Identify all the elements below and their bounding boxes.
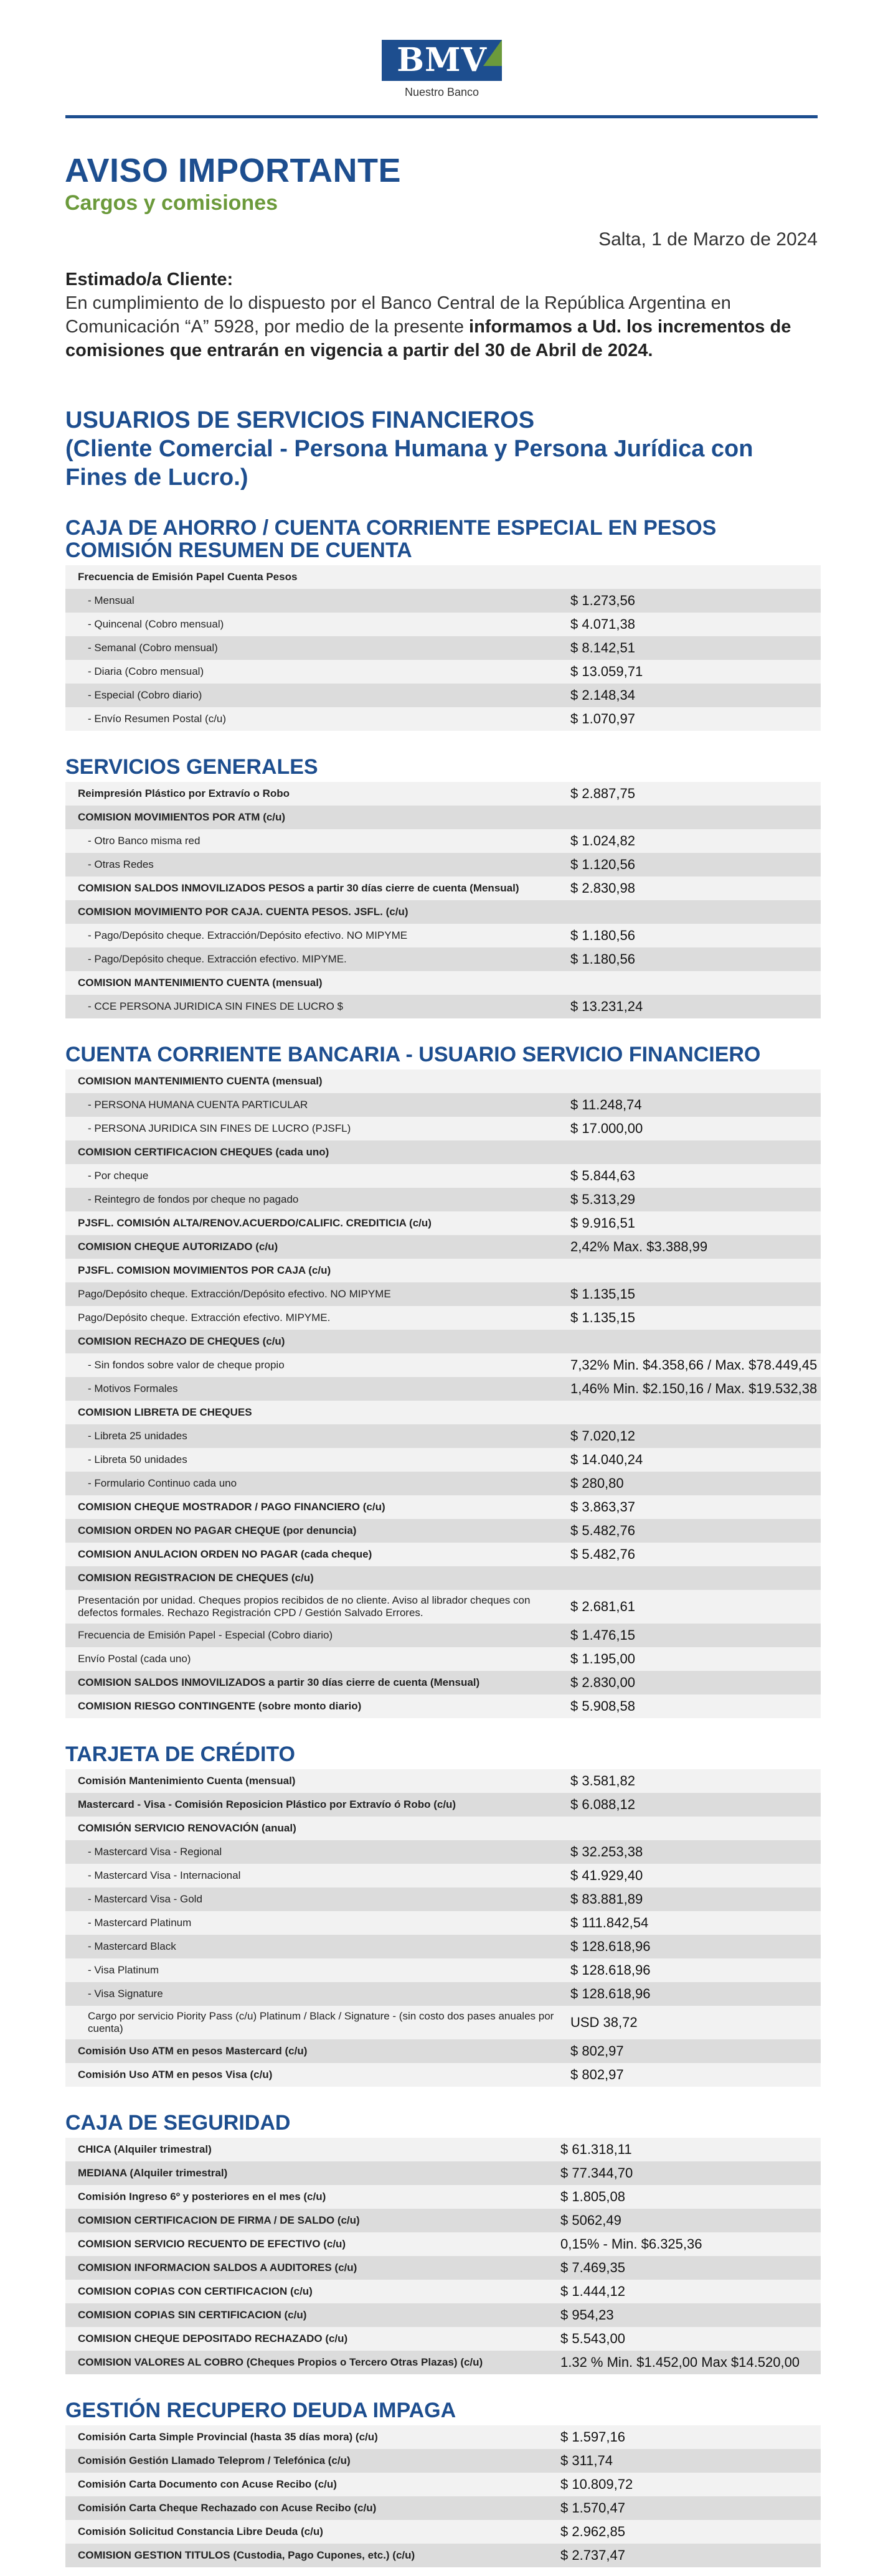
section-title	[65, 756, 818, 778]
fee-label: - Sin fondos sobre valor de cheque propio	[88, 1359, 285, 1371]
fee-value: $ 1.476,15	[570, 1627, 635, 1643]
fee-value: $ 6.088,12	[570, 1797, 635, 1812]
table-row	[65, 2063, 821, 2087]
fee-label: PJSFL. COMISION MOVIMIENTOS POR CAJA (c/u)	[78, 1264, 331, 1276]
section-title	[65, 1743, 818, 1765]
fee-value: $ 1.024,82	[570, 833, 635, 848]
fee-sections	[0, 517, 883, 2567]
table-row	[65, 1769, 821, 1793]
fee-value: $ 2.681,61	[570, 1599, 635, 1614]
table-row	[65, 877, 821, 900]
fee-label: COMISION CERTIFICACION DE FIRMA / DE SALDO (c/u)	[78, 2214, 360, 2226]
fee-label: Comisión Carta Cheque Rechazado con Acuse Recibo (c/u)	[78, 2502, 377, 2514]
fee-label: - Libreta 50 unidades	[88, 1454, 187, 1465]
table-row	[65, 1624, 821, 1647]
table-row	[65, 853, 821, 877]
table-row	[65, 2232, 821, 2256]
fee-label: - Libreta 25 unidades	[88, 1430, 187, 1442]
intro-text-bold: informamos a Ud. los incrementos de comisiones que entrarán en vigencia a partir del 30 de Abril de 2024.	[65, 317, 791, 360]
fee-value: $ 5.313,29	[570, 1192, 635, 1207]
fee-label: Frecuencia de Emisión Papel Cuenta Pesos	[78, 571, 298, 583]
table-row	[65, 2473, 821, 2496]
fee-label: COMISION SALDOS INMOVILIZADOS PESOS a partir 30 días cierre de cuenta (Mensual)	[78, 882, 519, 894]
fee-value: $ 2.962,85	[560, 2524, 625, 2539]
table-row	[65, 1671, 821, 1695]
table-row	[65, 1472, 821, 1495]
fee-label: Frecuencia de Emisión Papel - Especial (Cobro diario)	[78, 1629, 333, 1641]
fee-label: - PERSONA JURIDICA SIN FINES DE LUCRO (PJSFL)	[88, 1122, 351, 1134]
page-title: AVISO IMPORTANTE	[65, 152, 402, 189]
section-title	[65, 1043, 818, 1066]
header-divider	[65, 115, 818, 118]
table-row	[65, 2496, 821, 2520]
table-row	[65, 1188, 821, 1211]
fee-value: $ 1.805,08	[560, 2189, 625, 2204]
fee-label: COMISION GESTION TITULOS (Custodia, Pago Cupones, etc.) (c/u)	[78, 2549, 415, 2561]
table-row	[65, 782, 821, 806]
fee-label: - PERSONA HUMANA CUENTA PARTICULAR	[88, 1099, 308, 1111]
fee-label: COMISION CERTIFICACION CHEQUES (cada uno)	[78, 1146, 329, 1158]
fee-label: COMISIÓN SERVICIO RENOVACIÓN (anual)	[78, 1822, 296, 1834]
fee-label: - Pago/Depósito cheque. Extracción/Depósito efectivo. NO MIPYME	[88, 929, 408, 941]
fee-value: $ 10.809,72	[560, 2476, 633, 2492]
fee-value: $ 1.444,12	[560, 2283, 625, 2299]
table-row	[65, 1377, 821, 1401]
fee-value: $ 8.142,51	[570, 640, 635, 656]
fee-value: $ 3.581,82	[570, 1773, 635, 1789]
table-row	[65, 1140, 821, 1164]
table-row	[65, 1306, 821, 1330]
fee-value: $ 41.929,40	[570, 1868, 643, 1883]
fee-label: Mastercard - Visa - Comisión Reposicion Plástico por Extravío ó Robo (c/u)	[78, 1798, 456, 1810]
footer-space	[0, 2567, 883, 2574]
fee-label: - Mastercard Visa - Gold	[88, 1893, 202, 1905]
fee-label: - Visa Signature	[88, 1988, 163, 2000]
table-row	[65, 1793, 821, 1817]
table-row	[65, 2303, 821, 2327]
table-row	[65, 1164, 821, 1188]
section-title-line: CUENTA CORRIENTE BANCARIA - USUARIO SERVICIO FINANCIERO	[65, 1043, 761, 1066]
fee-label: COMISION CHEQUE AUTORIZADO (c/u)	[78, 1241, 278, 1253]
fee-value	[570, 1401, 821, 1424]
fee-value: $ 83.881,89	[570, 1891, 643, 1907]
fee-value: $ 802,97	[570, 2067, 624, 2082]
fee-value	[570, 1817, 821, 1840]
fee-label: MEDIANA (Alquiler trimestral)	[78, 2167, 228, 2179]
fee-value	[570, 971, 821, 995]
table-row	[65, 1093, 821, 1117]
fee-label: COMISION MOVIMIENTO POR CAJA. CUENTA PESOS. JSFL. (c/u)	[78, 906, 408, 918]
fee-label: COMISION CHEQUE MOSTRADOR / PAGO FINANCIERO (c/u)	[78, 1501, 385, 1513]
fee-label: COMISION COPIAS SIN CERTIFICACION (c/u)	[78, 2309, 307, 2321]
fee-value: 1,46% Min. $2.150,16 / Max. $19.532,38	[570, 1381, 818, 1396]
section-title-line: SERVICIOS GENERALES	[65, 755, 318, 779]
section-title-line: COMISIÓN RESUMEN DE CUENTA	[65, 538, 412, 562]
table-row	[65, 1259, 821, 1282]
fee-value: $ 7.020,12	[570, 1428, 635, 1444]
table-row	[65, 1235, 821, 1259]
fee-value: $ 61.318,11	[560, 2141, 632, 2157]
fee-value: $ 111.842,54	[570, 1915, 649, 1930]
fee-value: $ 13.231,24	[570, 999, 643, 1014]
table-row	[65, 636, 821, 660]
table-row	[65, 829, 821, 853]
fee-value: $ 1.180,56	[570, 951, 635, 967]
table-row	[65, 2544, 821, 2567]
table-row	[65, 2280, 821, 2303]
fee-value	[570, 1069, 821, 1093]
table-row	[65, 589, 821, 613]
fee-label: COMISION SERVICIO RECUENTO DE EFECTIVO (c/u)	[78, 2238, 346, 2250]
fee-label: - Motivos Formales	[88, 1383, 178, 1394]
fee-value	[570, 1330, 821, 1353]
table-row	[65, 1424, 821, 1448]
fee-label: - Quincenal (Cobro mensual)	[88, 618, 224, 630]
table-row	[65, 995, 821, 1018]
users-heading-line3: Fines de Lucro.)	[65, 464, 248, 491]
page-subtitle: Cargos y comisiones	[65, 191, 278, 215]
fee-value: $ 77.344,70	[560, 2165, 633, 2181]
fee-label: Comisión Carta Documento con Acuse Recibo (c/u)	[78, 2478, 337, 2490]
fee-label: COMISION REGISTRACION DE CHEQUES (c/u)	[78, 1572, 314, 1584]
fee-value: $ 5.482,76	[570, 1546, 635, 1562]
fee-label: - Diaria (Cobro mensual)	[88, 665, 204, 677]
fee-label: Reimpresión Plástico por Extravío o Robo	[78, 787, 290, 799]
table-row	[65, 1958, 821, 1982]
fee-value: USD 38,72	[570, 2014, 638, 2030]
fee-value: $ 1.597,16	[560, 2429, 625, 2445]
fee-label: COMISION ORDEN NO PAGAR CHEQUE (por denuncia)	[78, 1525, 357, 1536]
table-row	[65, 924, 821, 947]
table-row	[65, 1543, 821, 1566]
fee-value	[570, 806, 821, 829]
table-row	[65, 1566, 821, 1590]
fee-value: $ 311,74	[560, 2453, 613, 2468]
table-row	[65, 565, 821, 589]
fee-value: $ 128.618,96	[570, 1939, 651, 1954]
table-row	[65, 1911, 821, 1935]
table-row	[65, 2161, 821, 2185]
fee-label: - Visa Platinum	[88, 1964, 159, 1976]
fee-label: - Reintegro de fondos por cheque no pagado	[88, 1193, 299, 1205]
table-row	[65, 1519, 821, 1543]
fee-label: COMISION LIBRETA DE CHEQUES	[78, 1406, 252, 1418]
fee-label: - CCE PERSONA JURIDICA SIN FINES DE LUCRO $	[88, 1000, 343, 1012]
fee-label: Comisión Solicitud Constancia Libre Deuda (c/u)	[78, 2526, 323, 2537]
fee-value: 7,32% Min. $4.358,66 / Max. $78.449,45	[570, 1357, 818, 1373]
fee-value: $ 5.908,58	[570, 1698, 635, 1714]
table-row	[65, 660, 821, 684]
fee-value: 1.32 % Min. $1.452,00 Max $14.520,00	[560, 2354, 800, 2370]
section-title	[65, 2399, 818, 2422]
table-row	[65, 1448, 821, 1472]
fee-value: $ 1.070,97	[570, 711, 635, 726]
fee-value: $ 2.737,47	[560, 2547, 625, 2563]
section-title-line: TARJETA DE CRÉDITO	[65, 1742, 295, 1766]
table-row	[65, 1590, 821, 1624]
fee-label: COMISION RIESGO CONTINGENTE (sobre monto diario)	[78, 1700, 362, 1712]
table-row	[65, 1935, 821, 1958]
fee-label: - Mastercard Visa - Regional	[88, 1846, 222, 1858]
section-title	[65, 2112, 818, 2134]
fee-label: Comisión Ingreso 6º y posteriores en el mes (c/u)	[78, 2191, 326, 2202]
fee-value: $ 5062,49	[560, 2212, 621, 2228]
fee-value: $ 11.248,74	[570, 1097, 642, 1112]
fee-value: 2,42% Max. $3.388,99	[570, 1239, 708, 1254]
fee-value: $ 9.916,51	[570, 1215, 635, 1231]
table-row	[65, 1353, 821, 1377]
table-row	[65, 2351, 821, 2374]
fee-value	[570, 565, 821, 589]
fee-table	[65, 1769, 821, 2087]
fee-label: Comisión Carta Simple Provincial (hasta 35 días mora) (c/u)	[78, 2431, 378, 2443]
intro-paragraph	[65, 268, 818, 362]
table-row	[65, 2039, 821, 2063]
fee-label: COMISION MOVIMIENTOS POR ATM (c/u)	[78, 811, 286, 823]
fee-value: $ 2.830,00	[570, 1675, 635, 1690]
logo-box	[382, 40, 502, 81]
fee-label: COMISION ANULACION ORDEN NO PAGAR (cada cheque)	[78, 1548, 372, 1560]
section-title-line: CAJA DE SEGURIDAD	[65, 2111, 291, 2135]
fee-value: $ 5.844,63	[570, 1168, 635, 1183]
fee-label: - Envío Resumen Postal (c/u)	[88, 713, 227, 725]
section-title-line: GESTIÓN RECUPERO DEUDA IMPAGA	[65, 2399, 456, 2422]
fee-label: COMISION MANTENIMIENTO CUENTA (mensual)	[78, 977, 323, 989]
table-row	[65, 806, 821, 829]
fee-table	[65, 2425, 821, 2567]
fee-value	[570, 1140, 821, 1164]
fee-label: COMISION VALORES AL COBRO (Cheques Propios o Tercero Otras Plazas) (c/u)	[78, 2356, 483, 2368]
fee-value: $ 5.482,76	[570, 1523, 635, 1538]
table-row	[65, 1982, 821, 2006]
fee-value: $ 954,23	[560, 2307, 614, 2323]
fee-label: - Por cheque	[88, 1170, 149, 1182]
fee-value: $ 1.120,56	[570, 857, 635, 872]
fee-label: - Mastercard Black	[88, 1940, 176, 1952]
fee-table	[65, 565, 821, 731]
fee-value: $ 1.135,15	[570, 1310, 635, 1325]
header	[0, 0, 883, 117]
section-title	[65, 517, 818, 562]
fee-label: - Mastercard Platinum	[88, 1917, 192, 1929]
fee-value: $ 3.863,37	[570, 1499, 635, 1515]
fee-label: Cargo por servicio Piority Pass (c/u) Platinum / Black / Signature - (sin costo dos pases anuales por cuenta)	[88, 2010, 554, 2034]
logo-tagline: Nuestro Banco	[404, 86, 479, 98]
fee-value: $ 32.253,38	[570, 1844, 643, 1859]
fee-value	[570, 1566, 821, 1590]
fee-label: - Otras Redes	[88, 858, 154, 870]
table-row	[65, 707, 821, 731]
table-row	[65, 2209, 821, 2232]
fee-label: Envío Postal (cada uno)	[78, 1653, 191, 1665]
fee-value: $ 2.830,98	[570, 880, 635, 896]
fee-label: - Mastercard Visa - Internacional	[88, 1869, 241, 1881]
table-row	[65, 1887, 821, 1911]
fee-value: $ 13.059,71	[570, 664, 643, 679]
table-row	[65, 1211, 821, 1235]
table-row	[65, 900, 821, 924]
table-row	[65, 1069, 821, 1093]
fee-label: Comisión Mantenimiento Cuenta (mensual)	[78, 1775, 296, 1787]
fee-value: $ 1.273,56	[570, 593, 635, 608]
fee-value: 0,15% - Min. $6.325,36	[560, 2236, 702, 2252]
fee-label: COMISION INFORMACION SALDOS A AUDITORES (c/u)	[78, 2262, 357, 2273]
fee-value: $ 1.195,00	[570, 1651, 635, 1666]
fee-label: - Pago/Depósito cheque. Extracción efectivo. MIPYME.	[88, 953, 347, 965]
greeting: Estimado/a Cliente:	[65, 270, 234, 289]
date-line: Salta, 1 de Marzo de 2024	[598, 229, 818, 250]
fee-label: COMISION COPIAS CON CERTIFICACION (c/u)	[78, 2285, 313, 2297]
fee-value: $ 128.618,96	[570, 1986, 651, 2001]
fee-label: - Otro Banco misma red	[88, 835, 201, 847]
fee-table	[65, 2138, 821, 2374]
fee-value	[570, 900, 821, 924]
fee-label: - Especial (Cobro diario)	[88, 689, 202, 701]
fee-label: - Formulario Continuo cada uno	[88, 1477, 237, 1489]
bank-logo	[382, 40, 502, 99]
table-row	[65, 2256, 821, 2280]
fee-value: $ 7.469,35	[560, 2260, 625, 2275]
table-row	[65, 947, 821, 971]
table-row	[65, 1864, 821, 1887]
fee-table	[65, 1069, 821, 1718]
users-heading-line2: (Cliente Comercial - Persona Humana y Persona Jurídica con	[65, 436, 753, 462]
fee-table	[65, 782, 821, 1018]
fee-label: Comisión Uso ATM en pesos Mastercard (c/u)	[78, 2045, 308, 2057]
fee-label: COMISION SALDOS INMOVILIZADOS a partir 30 días cierre de cuenta (Mensual)	[78, 1676, 480, 1688]
fee-label: - Mensual	[88, 595, 135, 606]
intro-text: En cumplimiento de lo dispuesto por el Banco Central de la República Argentina en Comunicación “A” 5928, por medio de la presente	[65, 293, 731, 337]
fee-value: $ 14.040,24	[570, 1452, 643, 1467]
fee-label: Presentación por unidad. Cheques propios recibidos de no cliente. Aviso al librador cheques con defectos formales. Rechazo Registración CPD / Gestión Salvado Errores.	[78, 1594, 531, 1619]
fee-value: $ 280,80	[570, 1475, 624, 1491]
table-row	[65, 2520, 821, 2544]
fee-value: $ 1.135,15	[570, 1286, 635, 1302]
table-row	[65, 2138, 821, 2161]
fee-value: $ 5.543,00	[560, 2331, 625, 2346]
users-heading	[65, 406, 818, 492]
table-row	[65, 1817, 821, 1840]
table-row	[65, 1330, 821, 1353]
table-row	[65, 1401, 821, 1424]
fee-label: CHICA (Alquiler trimestral)	[78, 2143, 212, 2155]
fee-value: $ 802,97	[570, 2043, 624, 2059]
logo-accent-triangle	[483, 40, 502, 66]
fee-value: $ 1.180,56	[570, 928, 635, 943]
fee-value: $ 1.570,47	[560, 2500, 625, 2516]
fee-value: $ 4.071,38	[570, 616, 635, 632]
fee-value: $ 2.887,75	[570, 786, 635, 801]
fee-label: Comisión Gestión Llamado Teleprom / Telefónica (c/u)	[78, 2455, 351, 2466]
fee-value: $ 17.000,00	[570, 1121, 643, 1136]
table-row	[65, 1117, 821, 1140]
logo-brand: BMV	[397, 41, 487, 79]
fee-label: COMISION CHEQUE DEPOSITADO RECHAZADO (c/u)	[78, 2333, 348, 2344]
table-row	[65, 2006, 821, 2039]
fee-label: Pago/Depósito cheque. Extracción efectivo. MIPYME.	[78, 1312, 331, 1323]
fee-value: $ 128.618,96	[570, 1962, 651, 1978]
section-title-line: CAJA DE AHORRO / CUENTA CORRIENTE ESPECIAL EN PESOS	[65, 516, 717, 540]
fee-label: COMISION MANTENIMIENTO CUENTA (mensual)	[78, 1075, 323, 1087]
table-row	[65, 971, 821, 995]
table-row	[65, 1282, 821, 1306]
table-row	[65, 2425, 821, 2449]
fee-label: - Semanal (Cobro mensual)	[88, 642, 218, 654]
table-row	[65, 1840, 821, 1864]
fee-value	[570, 1259, 821, 1282]
table-row	[65, 2327, 821, 2351]
fee-label: Pago/Depósito cheque. Extracción/Depósito efectivo. NO MIPYME	[78, 1288, 391, 1300]
table-row	[65, 1647, 821, 1671]
table-row	[65, 684, 821, 707]
table-row	[65, 613, 821, 636]
table-row	[65, 2449, 821, 2473]
fee-value: $ 2.148,34	[570, 687, 635, 703]
table-row	[65, 1495, 821, 1519]
table-row	[65, 1695, 821, 1718]
fee-label: COMISION RECHAZO DE CHEQUES (c/u)	[78, 1335, 285, 1347]
users-heading-line1: USUARIOS DE SERVICIOS FINANCIEROS	[65, 407, 535, 433]
table-row	[65, 2185, 821, 2209]
fee-label: Comisión Uso ATM en pesos Visa (c/u)	[78, 2069, 273, 2080]
fee-label: PJSFL. COMISIÓN ALTA/RENOV.ACUERDO/CALIFIC. CREDITICIA (c/u)	[78, 1217, 432, 1229]
